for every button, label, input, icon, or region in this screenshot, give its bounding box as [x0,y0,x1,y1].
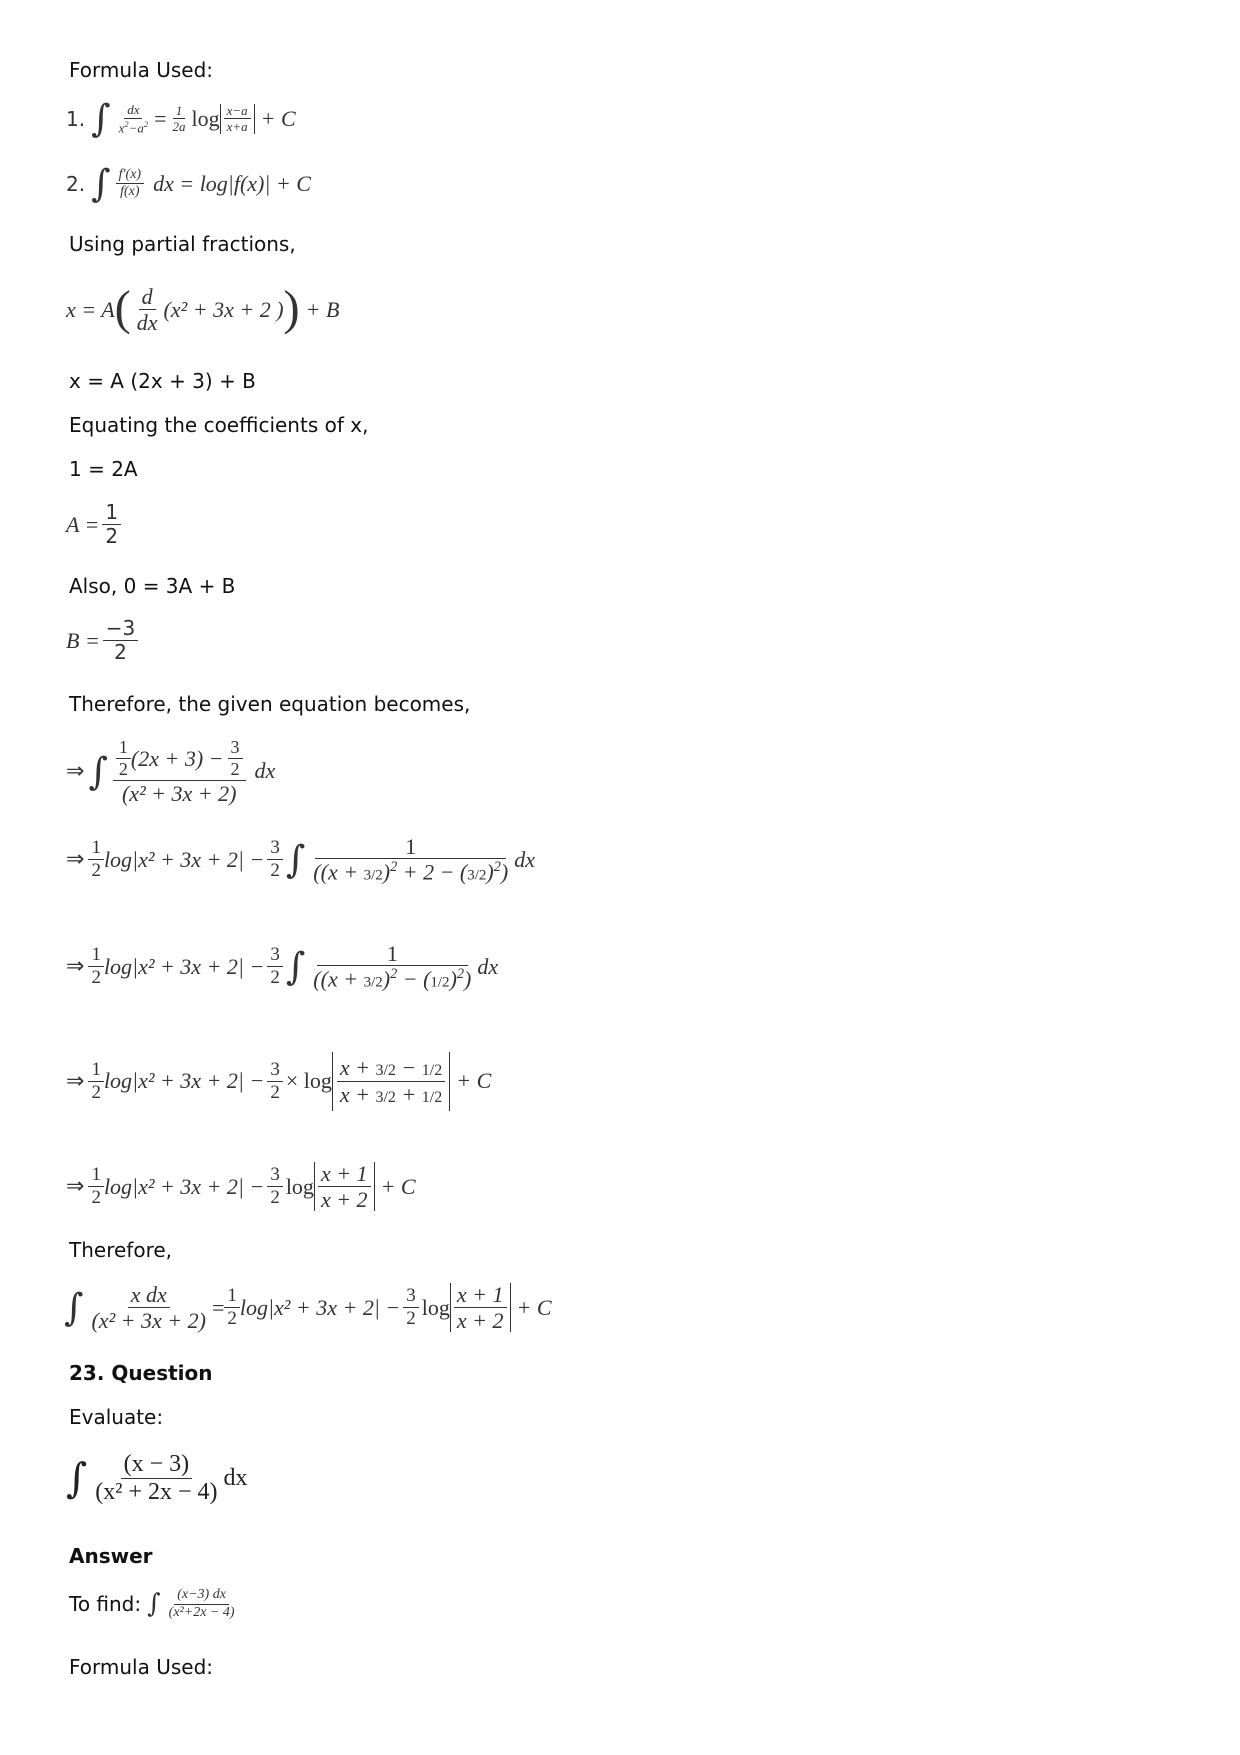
step-4-log: log|x² + 3x + 2| − [103,1068,265,1094]
evaluate-label: Evaluate: [69,1405,164,1429]
step-5: ⇒ $\frac{1}{2}$ log|x² + 3x + 2| − $\frac{3}{2}$ log $\frac{x + 1}{x + 2}$ + C [66,1161,416,1213]
final-result: ∫ $\frac{\text{x dx}}{\text{(x² + 3x + 2)}}$ = $\frac{1}{2}$ log|x² + 3x + 2| − $\frac{3}{2}$ log $\frac{x + 1}{x + 2}$ + C [64,1282,552,1334]
step-1-numerator: (2x + 3) − [130,745,224,771]
step-4-constant: + C [456,1068,492,1094]
formula-1-number: 1. [66,106,86,131]
question-numerator: (x − 3) [121,1452,193,1479]
therefore-equation-becomes: Therefore, the given equation becomes, [69,692,471,716]
step-2-log: log|x² + 3x + 2| − [103,846,265,872]
step-2: ⇒ $\frac{1}{2}$ log|x² + 3x + 2| − $\frac{3}{2}$ ∫ $\frac{1}{((x + 3/2)^2 + 2 - (3/2)^2)}$ dx [66,834,535,885]
b-lhs: B = [66,627,100,653]
equating-coefficients: Equating the coefficients of x, [69,413,369,437]
formula-2: 2. ∫ $\frac{f'(x)}{f(x)}$ dx = log|f(x)| + C [66,161,311,205]
pf-lhs: x = A [66,296,115,322]
question-heading: 23. Question [69,1361,213,1385]
step-3-dx: dx [477,953,499,979]
formula-1-log: log [191,105,220,131]
step-2-dx: dx [514,846,535,872]
step-1: ⇒ ∫ $\frac{1}{2}$ (2x + 3) − $\frac{3}{2}$ (x² + 3x + 2) dx [66,737,276,806]
a-lhs: A = [66,511,100,537]
final-constant: + C [516,1294,552,1320]
final-numerator: x dx [128,1283,170,1308]
formula-2-number: 2. [66,171,86,196]
step-5-constant: + C [380,1173,416,1199]
therefore-heading: Therefore, [69,1238,173,1262]
step-1-dx: dx [254,758,276,784]
formula-used-heading: Formula Used: [69,58,214,82]
partial-fraction-equation: x = A ( $\frac{d}{dx}$ (x² + 3x + 2 ) ) + B [66,282,340,336]
question-denominator: (x² + 2x − 4) [95,1479,218,1506]
b-value: B = $\frac{-3}{2}$ [66,618,141,663]
formula-2-rhs: dx = log|f(x)| + C [153,170,311,196]
answer-heading: Answer [69,1544,153,1568]
step-3: ⇒ $\frac{1}{2}$ log|x² + 3x + 2| − $\frac{3}{2}$ ∫ $\frac{1}{((x + 3/2)^2 - (1/2)^2)}$ dx [66,941,499,992]
one-equals-2a: 1 = 2A [69,457,138,481]
formula-1: 1. ∫ $\frac{dx}{x^2-a^2}$ = $\frac{1}{2a}$ log $\frac{x-a}{x+a}$ + C [66,96,296,140]
step-1-denominator: (x² + 3x + 2) [121,780,237,806]
question-dx: dx [223,1465,248,1492]
to-find-denominator: (x²+2x − 4) [168,1604,235,1620]
also-equation: Also, 0 = 3A + B [69,574,236,598]
step-3-log: log|x² + 3x + 2| − [103,953,265,979]
to-find-line: To find: ∫ $\frac{(x-3) dx}{\text{(x²+2x − 4)}}$ [69,1588,241,1620]
final-log: log|x² + 3x + 2| − [239,1294,401,1320]
formula-used-heading-2: Formula Used: [69,1655,214,1679]
question-integral: ∫ $\frac{(x - 3)}{\text{(x² + 2x − 4)}}$ dx [66,1451,248,1506]
pf-inner: (x² + 3x + 2 ) [163,296,284,322]
to-find-label: To find: [69,1592,142,1617]
to-find-numerator: (x−3) dx [174,1588,229,1605]
a-value: A = $\frac{1}{2}$ [66,502,124,547]
final-denominator: (x² + 3x + 2) [91,1308,206,1334]
expanded-equation: x = A (2x + 3) + B [69,369,256,393]
using-partial-fractions: Using partial fractions, [69,232,296,256]
step-4: ⇒ $\frac{1}{2}$ log|x² + 3x + 2| − $\frac{3}{2}$ × log $\frac{x + 3/2 - 1/2}{x + 3/2 + 1/2}$ + C [66,1052,491,1111]
formula-1-constant: + C [260,105,296,131]
step-5-log: log|x² + 3x + 2| − [103,1173,265,1199]
pf-b: + B [305,296,340,322]
